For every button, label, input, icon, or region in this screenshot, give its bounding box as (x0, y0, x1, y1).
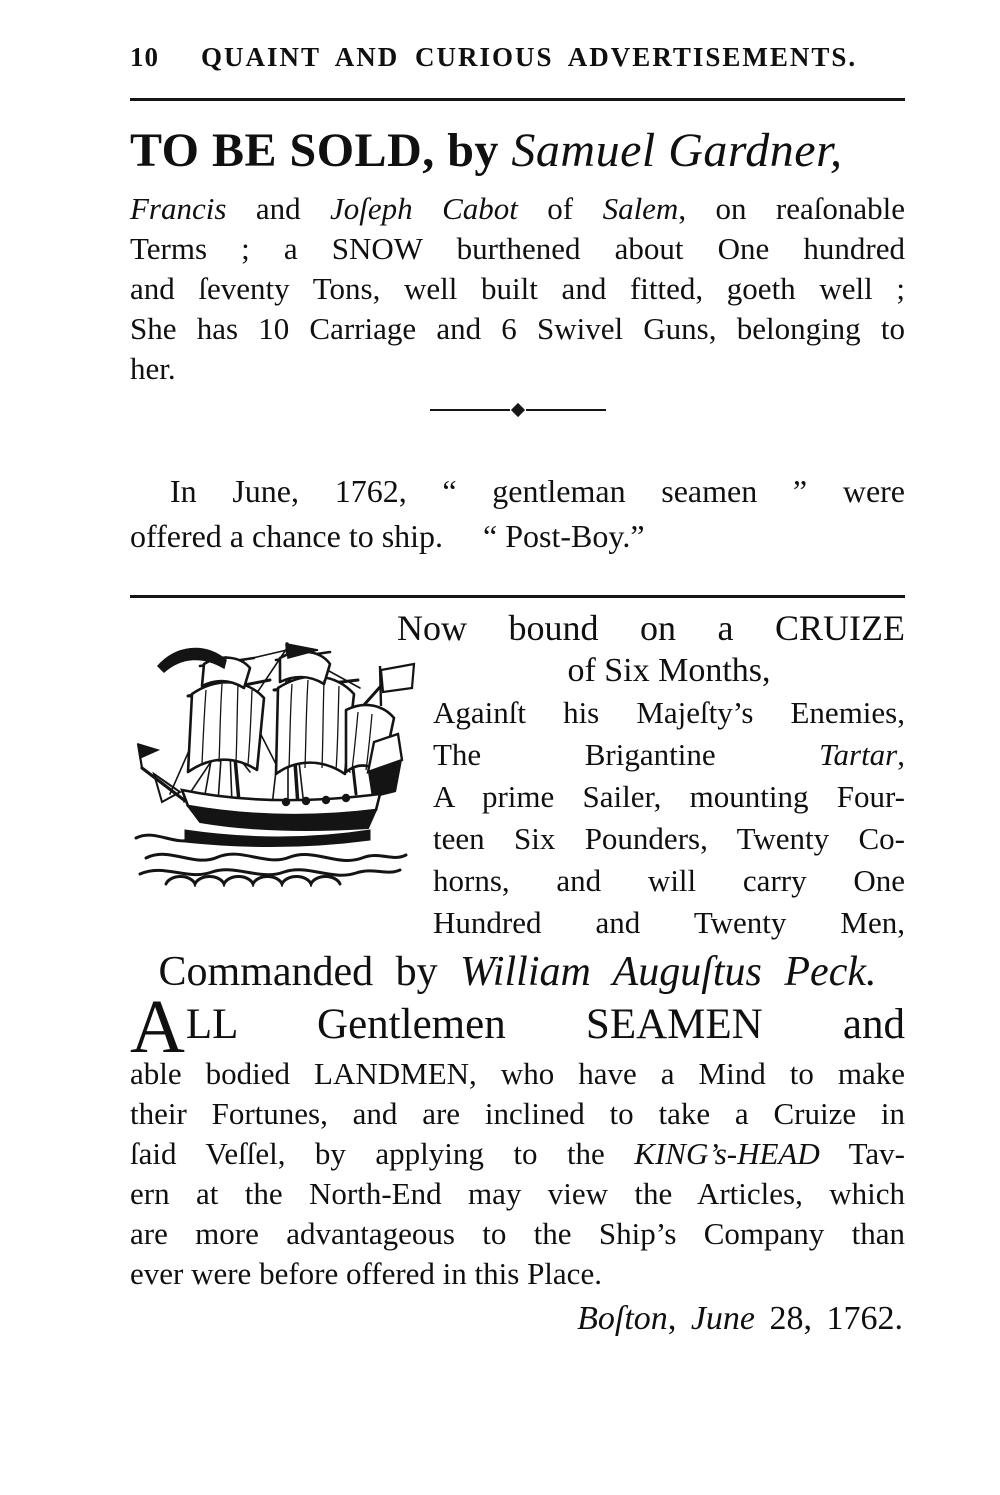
news-note (130, 469, 905, 559)
text-run: TO BE SOLD, by (130, 124, 512, 177)
text-run: Terms ; a SNOW burthened about One hundred (130, 231, 905, 266)
text-run: Hundred and Twenty Men, (433, 905, 905, 940)
ad-sold-body (130, 189, 905, 389)
text-run: A prime Sailer, mounting Four- (433, 779, 905, 814)
text-line (433, 692, 905, 734)
commanded-line (130, 948, 905, 996)
text-run: ever were before offered in this Place. (130, 1256, 602, 1291)
ornament-diamond-icon (510, 403, 524, 417)
text-line (130, 1174, 905, 1214)
running-title: QUAINT AND CURIOUS ADVERTISEMENTS. (201, 42, 858, 72)
text-run: Commanded by (158, 949, 461, 995)
text-run: 28, 1762. (755, 1300, 903, 1337)
text-line (433, 860, 905, 902)
ornament-line-left (430, 409, 510, 411)
text-run: are more advantageous to the Ship’s Company than (130, 1216, 905, 1251)
text-run: LL Gentlemen SEAMEN and (185, 1001, 905, 1048)
dateline (130, 1298, 905, 1340)
page-header (130, 42, 905, 72)
text-run: Boſton (577, 1300, 668, 1337)
text-run: A (130, 985, 186, 1069)
text-line (130, 349, 905, 389)
text-run: Joſeph Cabot (330, 191, 518, 226)
ornament-divider (430, 405, 606, 415)
ship-engraving-image (130, 622, 430, 887)
section-rule (130, 595, 905, 598)
text-line (433, 650, 905, 692)
text-line (130, 309, 905, 349)
text-run: ſaid Veſſel, by applying to the (130, 1136, 635, 1171)
text-run: , (897, 737, 905, 772)
text-run: Now bound on a CRUIZE (397, 608, 905, 648)
text-run: and ſeventy Tons, well built and fitted, goeth well ; (130, 271, 905, 306)
text-run: She has 10 Carriage and 6 Swivel Guns, belonging to (130, 311, 905, 346)
text-run: Salem (602, 191, 679, 226)
text-run: offered a chance to ship. “ Post-Boy.” (130, 518, 645, 554)
text-run: and (226, 191, 331, 226)
ornament-line-right (526, 409, 606, 411)
text-run: The Brigantine (433, 737, 820, 772)
text-run: Againſt his Majeſty’s Enemies, (433, 695, 905, 730)
text-run: of Six Months, (567, 652, 771, 689)
text-line (130, 1094, 905, 1134)
text-run: of (517, 191, 603, 226)
text-run: her. (130, 351, 176, 386)
text-line (130, 1254, 905, 1294)
text-line (130, 229, 905, 269)
text-run: Tartar (819, 737, 898, 772)
text-line (433, 902, 905, 944)
text-run: Samuel Gardner, (511, 124, 843, 177)
text-line (130, 269, 905, 309)
text-line (130, 189, 905, 229)
text-run: teen Six Pounders, Twenty Co- (433, 821, 905, 856)
text-run: , (667, 1300, 691, 1337)
call-to-seamen-body (130, 1054, 905, 1294)
call-to-seamen-line (130, 985, 905, 1069)
header-rule (130, 98, 905, 101)
text-line (130, 514, 905, 559)
text-run: KING’s-HEAD (634, 1136, 820, 1171)
text-line (433, 818, 905, 860)
ad-sold-headline (130, 123, 905, 179)
text-line (397, 606, 905, 650)
cruize-ad (130, 606, 905, 1340)
cruize-text-column (397, 606, 905, 944)
text-run: Francis (130, 191, 227, 226)
text-run: June (690, 1300, 755, 1337)
text-line (433, 734, 905, 776)
text-run: In June, 1762, “ gentleman seamen ” were (170, 473, 905, 509)
text-run: ern at the North-End may view the Articles, which (130, 1176, 905, 1211)
text-line (130, 469, 905, 514)
text-line (130, 1214, 905, 1254)
text-run: able bodied LANDMEN, who have a Mind to make (130, 1056, 905, 1091)
text-run: Tav- (819, 1136, 906, 1171)
page-number: 10 (130, 42, 159, 72)
text-line (130, 1054, 905, 1094)
text-line (130, 1134, 905, 1174)
text-line (433, 776, 905, 818)
text-run: William Auguſtus Peck. (460, 949, 877, 995)
text-run: , on reaſonable (678, 191, 906, 226)
text-run: their Fortunes, and are inclined to take a Cruize in (130, 1096, 905, 1131)
text-run: horns, and will carry One (433, 863, 905, 898)
